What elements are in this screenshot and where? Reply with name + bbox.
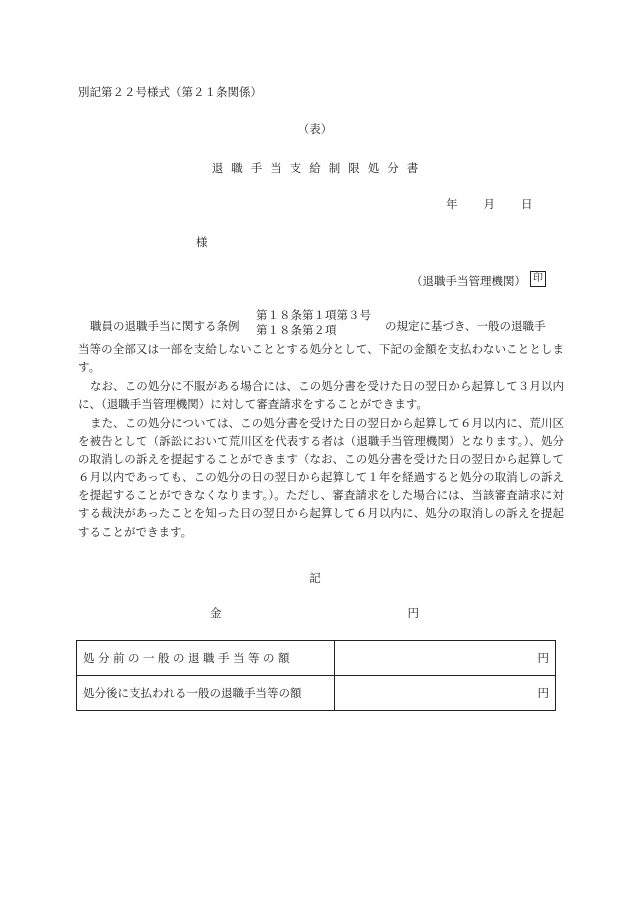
table-row-value: 円 — [335, 641, 556, 676]
paragraph-1-start: 職員の退職手当に関する条例 — [90, 319, 240, 333]
amount-line — [210, 605, 419, 621]
date-day-label: 日 — [521, 197, 533, 211]
amount-table — [76, 640, 556, 711]
seal-mark: 印 — [530, 271, 546, 287]
amount-label: 金 — [210, 606, 222, 620]
record-heading: 記 — [309, 571, 321, 585]
form-reference: 別記第２２号様式（第２１条関係） — [78, 85, 262, 99]
article-option-2: 第１８条第２項 — [256, 323, 337, 337]
amount-unit: 円 — [407, 606, 419, 620]
side-label: （表） — [297, 122, 333, 136]
paragraph-1-rest: 当等の全部又は一部を支給しないこととする処分として、下記の金額を支払わないこととします。 — [78, 342, 564, 375]
paragraph-2: なお、この処分に不服がある場合には、この処分書を受けた日の翌日から起算して３月以内に、（退職手当管理機関）に対して審査請求をすることができます。 — [78, 379, 564, 412]
article-option-1: 第１８条第１項第３号 — [256, 308, 371, 322]
table-row-label: 処分後に支払われる一般の退職手当等の額 — [77, 676, 335, 711]
table-row — [77, 676, 556, 711]
date-year-label: 年 — [446, 197, 458, 211]
table-row — [77, 641, 556, 676]
issuer-authority: （退職手当管理機関） — [411, 274, 526, 288]
addressee-honorific: 様 — [196, 235, 208, 249]
date-month-label: 月 — [483, 197, 495, 211]
date-line — [446, 196, 533, 212]
table-row-label: 処分前の一般の退職手当等の額 — [77, 641, 335, 676]
table-row-value: 円 — [335, 676, 556, 711]
paragraph-3: また、この処分については、この処分書を受けた日の翌日から起算して６月以内に、荒川区を被告として（訴訟において荒川区を代表する者は（退職手当管理機関）となります。）、処分の取消しの訴えを提起することができます（なお、この処分書を受けた日の翌日から起算して６月以内であっても、この処分の日の翌日から起算して１年を経過すると処分の取消しの訴えを提起することができなくなります。）。ただし、審査請求をした場合には、当該審査請求に対する裁決があったことを知った日の翌日から起算して６月以内に、処分の取消しの訴えを提起することができます。 — [78, 416, 564, 539]
article-options — [256, 308, 371, 338]
document-title: 退職手当支給制限処分書 — [211, 161, 427, 175]
paragraph-1-line1-end: の規定に基づき、一般の退職手 — [385, 319, 546, 333]
